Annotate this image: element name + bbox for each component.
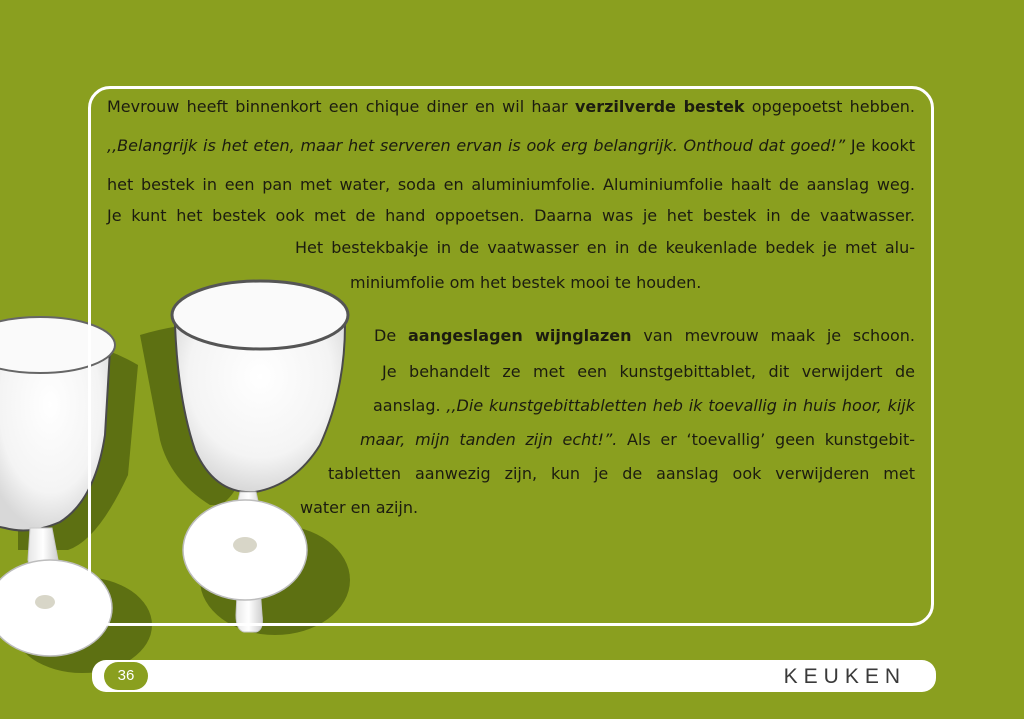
bold-phrase: verzilverde bestek	[574, 97, 745, 116]
quote: ,,Belangrijk is het eten, maar het serveren ervan is ook erg belangrijk. Onthoud dat goed!”	[107, 136, 846, 155]
paragraph-2-line-1: De aangeslagen wijnglazen van mevrouw maak je schoon.	[374, 326, 915, 345]
text-frame	[88, 86, 934, 626]
bold-phrase: aangeslagen wijnglazen	[407, 326, 632, 345]
page-number: 36	[104, 662, 148, 690]
paragraph-1-line-2: ,,Belangrijk is het eten, maar het serveren ervan is ook erg belangrijk. Onthoud dat goed!” Je kookt	[107, 136, 916, 155]
paragraph-2-line-5: tabletten aanwezig zijn, kun je de aanslag ook verwijderen met	[328, 464, 915, 483]
paragraph-1-line-6: miniumfolie om het bestek mooi te houden.	[350, 273, 702, 292]
paragraph-1-line-1: Mevrouw heeft binnenkort een chique diner en wil haar verzilverde bestek opgepoetst hebben.	[107, 97, 916, 116]
paragraph-1-line-3: het bestek in een pan met water, soda en aluminiumfolie. Aluminiumfolie haalt de aanslag weg.	[107, 175, 915, 194]
quote: ,,Die kunstgebittabletten heb ik toevallig in huis hoor, kijk	[446, 396, 916, 415]
section-title: KEUKEN	[783, 665, 906, 688]
paragraph-2-line-6: water en azijn.	[300, 498, 419, 517]
paragraph-2-line-2: Je behandelt ze met een kunstgebittablet, dit verwijdert de	[382, 362, 915, 381]
paragraph-1-line-4: Je kunt het bestek ook met de hand oppoetsen. Daarna was je het bestek in de vaatwasser.	[107, 206, 915, 225]
quote: maar, mijn tanden zijn echt!”.	[360, 430, 618, 449]
paragraph-2-line-4: maar, mijn tanden zijn echt!”. Als er ‘toevallig’ geen kunstgebit-	[360, 430, 916, 449]
paragraph-2-line-3: aanslag. ,,Die kunstgebittabletten heb ik toevallig in huis hoor, kijk	[373, 396, 916, 415]
paragraph-1-line-5: Het bestekbakje in de vaatwasser en in de keukenlade bedek je met alu-	[295, 238, 915, 257]
